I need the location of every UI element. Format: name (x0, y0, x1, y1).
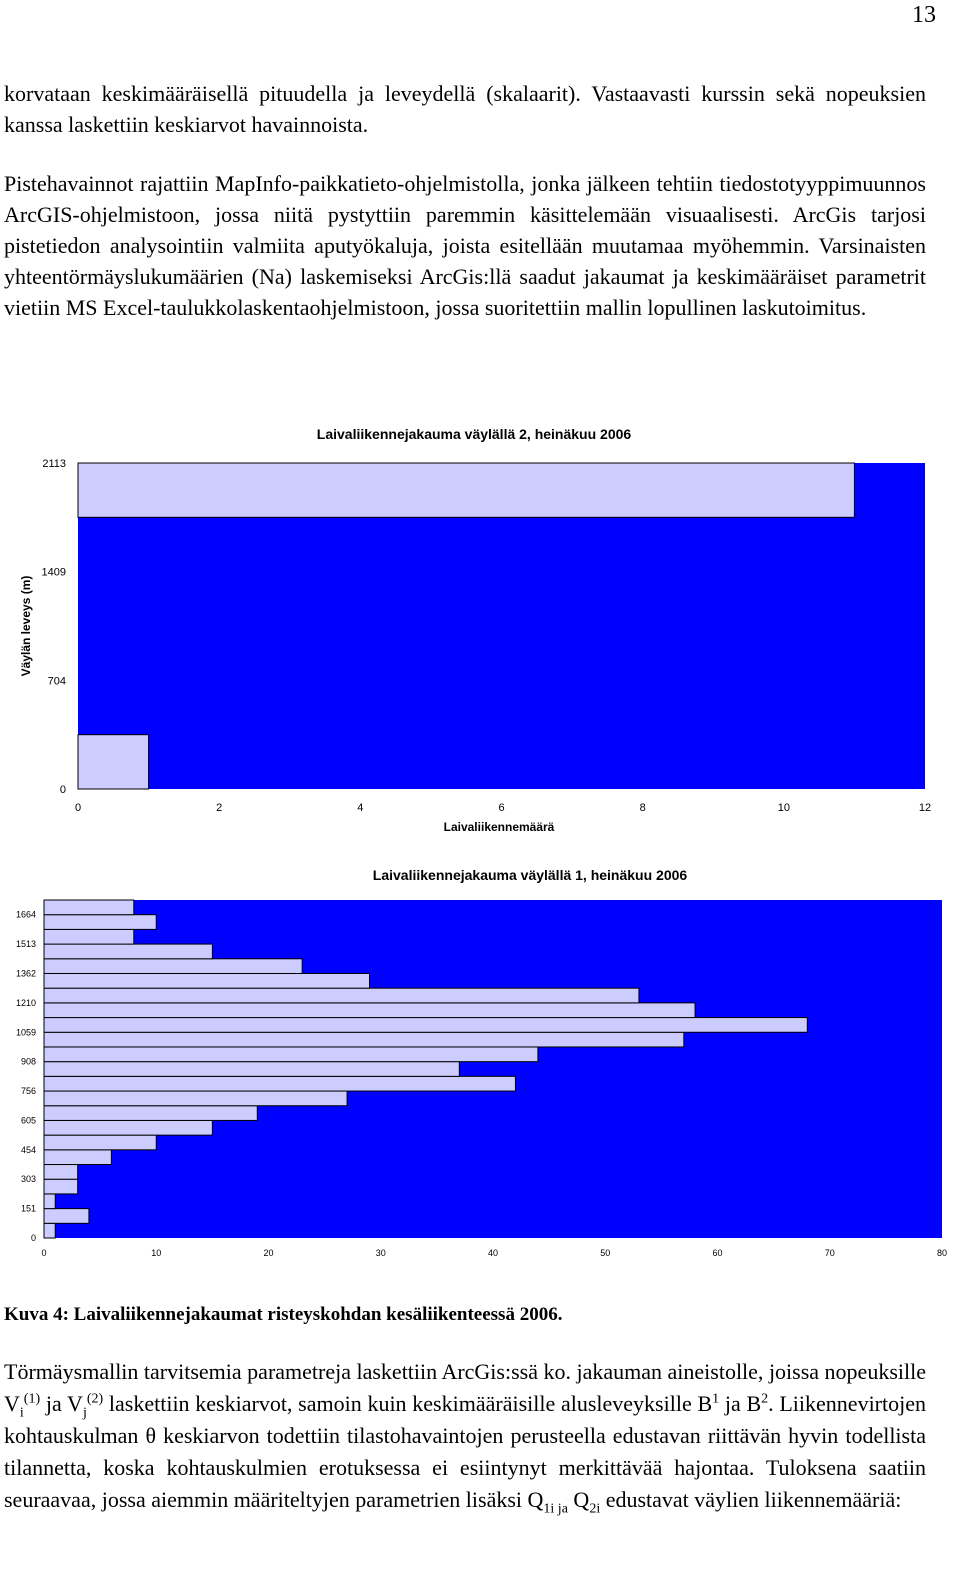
chart-2-bar-14 (44, 1018, 807, 1033)
chart-2-bar-11 (44, 1062, 459, 1077)
chart-2-bar-18 (44, 959, 302, 974)
chart-1-x-tick: 12 (918, 802, 932, 814)
figure-caption: Kuva 4: Laivaliikennejakaumat risteyskohdan kesäliikenteessä 2006. (4, 1304, 563, 1325)
chart-2-bar-19 (44, 944, 212, 959)
chart-2-bar-16 (44, 988, 639, 1003)
body-paragraph-2: Pistehavainnot rajattiin MapInfo-paikkatieto-ohjelmistolla, jonka jälkeen tehtiin tiedostotyyppimuunnos ArcGIS-ohjelmistoon, jossa niitä pystyttiin paremmin käsittelemään visuaalisesti. ArcGis tarjosi pistetiedon analysointiin valmiita aputyökaluja, joista esitellään muutamaa myöhemmin. Varsinaisten yhteentörmäyslukumäärien (Na) laskemiseksi ArcGis:llä saadut jakaumat ja keskimääräiset parametrit vietiin MS Excel-taulukkolaskentaohjelmistoon, jossa suoritettiin mallin lopullinen laskutoimitus. (4, 171, 926, 320)
chart-2-bar-21 (44, 915, 156, 930)
chart-2-y-tick: 605 (20, 1115, 36, 1126)
chart-2-bar-22 (44, 900, 134, 915)
chart-2-bar-9 (44, 1091, 347, 1106)
chart-fairway-1 (0, 860, 960, 1270)
chart-2-y-tick: 1362 (15, 968, 36, 979)
chart-1-y-tick: 0 (59, 784, 66, 796)
chart-2-bar-7 (44, 1120, 212, 1135)
chart-2-y-tick: 0 (30, 1233, 36, 1243)
chart-2-bar-13 (44, 1032, 684, 1047)
chart-2-x-tick: 10 (151, 1248, 162, 1258)
chart-2-y-tick: 303 (20, 1174, 36, 1185)
chart-2-bar-15 (44, 1003, 695, 1018)
chart-1-y-axis-label: Väylän leveys (m) (19, 575, 33, 677)
chart-2-bar-3 (44, 1179, 78, 1194)
chart-2-bar-4 (44, 1165, 78, 1180)
chart-1-x-tick: 0 (74, 802, 82, 814)
chart-2-bar-5 (44, 1150, 111, 1165)
chart-2-x-tick: 40 (487, 1248, 499, 1258)
chart-2-bar-0 (44, 1223, 55, 1238)
chart-2-bar-17 (44, 973, 370, 988)
chart-2-y-tick: 1059 (15, 1027, 36, 1038)
chart-2-y-tick: 1664 (15, 909, 36, 920)
chart-2-bar-8 (44, 1106, 257, 1121)
chart-2-bar-10 (44, 1076, 515, 1091)
chart-2-x-tick: 60 (712, 1248, 723, 1258)
chart-2-y-tick: 151 (20, 1203, 36, 1214)
chart-2-x-tick: 0 (41, 1248, 47, 1258)
chart-1-x-tick: 6 (498, 802, 505, 814)
chart-2-bar-2 (44, 1194, 55, 1209)
chart-2-bar-1 (44, 1209, 89, 1224)
chart-2-y-tick: 908 (20, 1056, 36, 1067)
chart-1-bar-1 (78, 463, 854, 517)
chart-1-title: Laivaliikennejakauma väylällä 2, heinäkuu 2006 (316, 426, 632, 442)
chart-1-y-tick: 704 (47, 675, 66, 688)
body-paragraph-3: Törmäysmallin tarvitsemia parametreja laskettiin ArcGis:ssä ko. jakauman aineistolle, joissa nopeuksille $V_i^{(1)}$ ja $V_j^{(2)}$ laskettiin keskiarvot, samoin kuin keskimääräisille alusleveyksille $B^1$ ja $B^2$. Liikennevirtojen kohtauskulman θ keskiarvon todettiin tilastohavaintojen perusteella edustavan riittävän hyvin todellista tilannetta, koska kohtauskulmien erotuksessa ei esiintynyt merkittävää hajontaa. Tuloksena saatiin seuraavaa, jossa aiemmin määriteltyjen parametrien lisäksi $Q_{1i ja}$ $Q_{2i}$ edustavat väylien liikennemääriä: (4, 1359, 926, 1517)
chart-2-x-tick: 70 (824, 1248, 835, 1258)
chart-fairway-2 (0, 415, 960, 845)
chart-2-bar-6 (44, 1135, 156, 1150)
chart-2-x-tick: 50 (600, 1248, 611, 1258)
chart-2-y-tick: 1210 (15, 997, 36, 1008)
body-paragraph-1: korvataan keskimääräisellä pituudella ja leveydellä (skalaarit). Vastaavasti kurssin sekä nopeuksien kanssa laskettiin keskiarvot havainnoista. (4, 81, 926, 137)
chart-1-x-tick: 8 (639, 802, 646, 814)
chart-2-y-tick: 1513 (15, 939, 36, 950)
page-number: 13 (912, 2, 936, 28)
chart-2-bar-12 (44, 1047, 538, 1062)
chart-1-y-tick: 1409 (41, 566, 66, 579)
chart-2-y-tick: 454 (20, 1144, 36, 1155)
chart-1-x-tick: 4 (357, 802, 364, 814)
chart-1-y-tick: 2113 (42, 458, 66, 470)
chart-1-x-tick: 2 (216, 802, 223, 814)
chart-2-y-tick: 756 (20, 1086, 36, 1097)
chart-2-x-tick: 30 (375, 1248, 386, 1258)
chart-1-x-tick: 10 (777, 802, 790, 814)
chart-2-x-tick: 80 (936, 1248, 948, 1258)
chart-2-title: Laivaliikennejakauma väylällä 1, heinäkuu 2006 (372, 867, 688, 883)
chart-2-bar-20 (44, 929, 134, 944)
chart-1-bar-0 (78, 735, 149, 789)
chart-2-x-tick: 20 (263, 1248, 274, 1258)
chart-1-x-axis-label: Laivaliikennemäärä (443, 820, 555, 834)
